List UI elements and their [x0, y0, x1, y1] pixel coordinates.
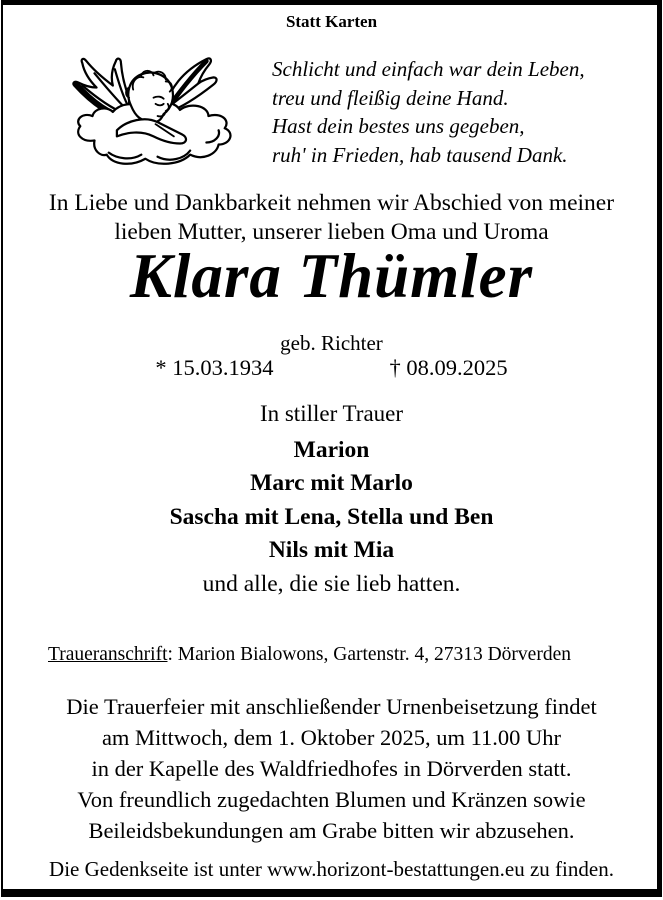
memorial-poem: [272, 55, 585, 169]
intro-line: lieben Mutter, unserer lieben Oma und Uroma: [114, 219, 549, 245]
mourner-name: Marc mit Marlo: [250, 470, 413, 497]
birth-date: * 15.03.1934: [155, 355, 274, 380]
intro-line: In Liebe und Dankbarkeit nehmen wir Abschied von meiner: [48, 190, 615, 216]
mourner-name: Nils mit Mia: [268, 537, 395, 564]
service-line: Beileidsbekundungen am Grabe bitten wir abzusehen.: [88, 818, 575, 843]
memorial-url: www.horizont-bestattungen.eu: [267, 857, 525, 881]
maiden-name: geb. Richter: [280, 331, 383, 355]
memorial-prefix: Die Gedenkseite ist unter: [49, 857, 268, 881]
poem-line: ruh' in Frieden, hab tausend Dank.: [272, 142, 568, 167]
mourner-name: Sascha mit Lena, Stella und Ben: [169, 503, 494, 530]
life-dates: [0, 355, 663, 381]
mourning-closing: und alle, die sie lieb hatten.: [202, 570, 461, 597]
angel-cherub-icon: [64, 52, 242, 176]
service-line: in der Kapelle des Waldfriedhofes in Dörverden statt.: [91, 756, 572, 781]
address-label: Traueranschrift: [48, 644, 168, 665]
service-details: [0, 691, 663, 846]
mourning-address: [48, 644, 571, 666]
memorial-site-note: [0, 857, 663, 882]
service-line: Die Trauerfeier mit anschließender Urnenbeisetzung findet: [66, 694, 597, 719]
address-value: : Marion Bialowons, Gartenstr. 4, 27313 Dörverden: [167, 644, 571, 665]
memorial-suffix: zu finden.: [524, 857, 614, 881]
service-line: Von freundlich zugedachten Blumen und Kränzen sowie: [77, 787, 586, 812]
statt-karten-heading: Statt Karten: [285, 12, 378, 31]
deceased-name: Klara Thümler: [129, 241, 534, 311]
mourning-heading: In stiller Trauer: [259, 401, 404, 426]
poem-line: Hast dein bestes uns gegeben,: [272, 114, 525, 138]
service-line: am Mittwoch, dem 1. Oktober 2025, um 11.00 Uhr: [101, 725, 562, 750]
poem-line: Schlicht und einfach war dein Leben,: [272, 57, 585, 81]
death-date: † 08.09.2025: [389, 355, 508, 380]
poem-line: treu und fleißig deine Hand.: [272, 85, 509, 110]
mourners-list: [0, 434, 663, 601]
intro-text: [0, 189, 663, 247]
mourner-name: Marion: [293, 437, 370, 463]
